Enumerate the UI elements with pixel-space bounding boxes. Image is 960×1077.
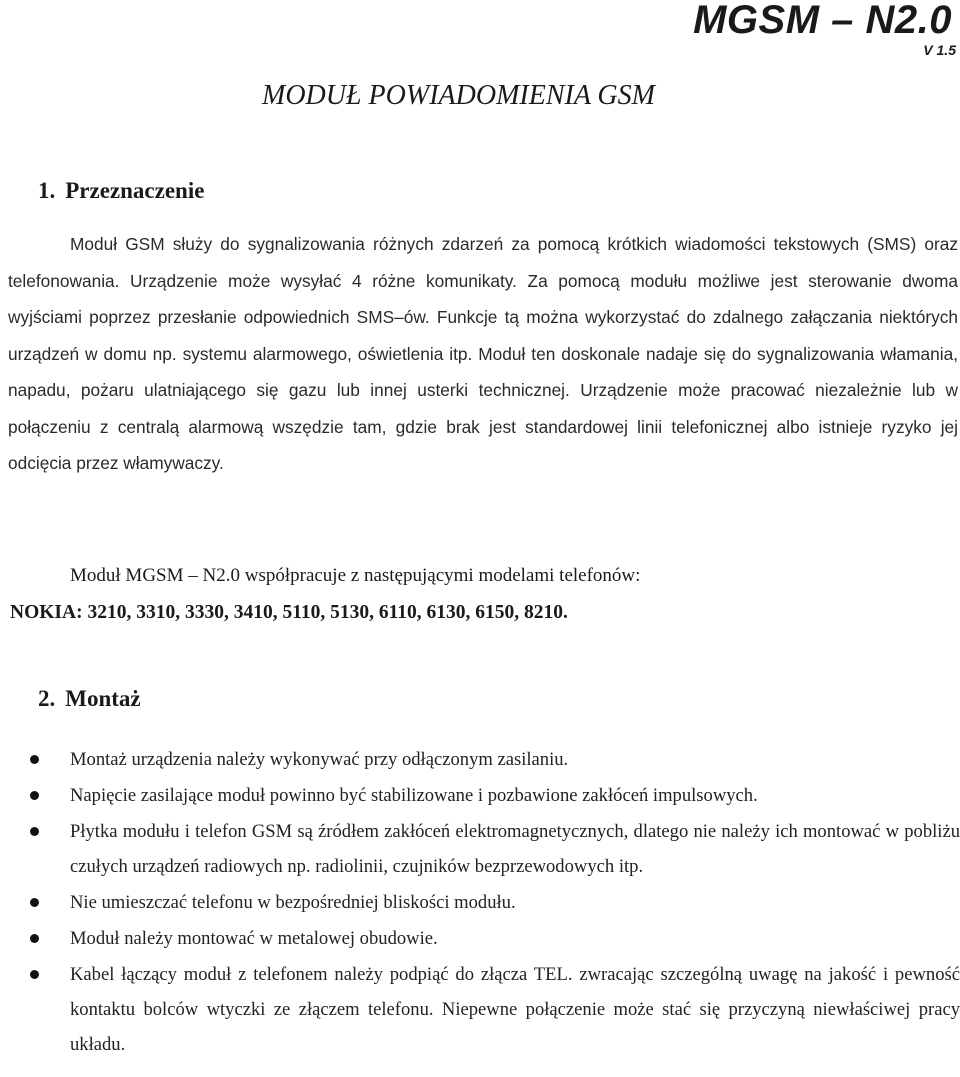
section-title: Montaż [65,686,141,711]
mounting-list [30,742,960,1063]
list-item [30,814,960,884]
list-item [30,957,960,1062]
bullet-icon [30,827,39,836]
bullet-icon [30,898,39,907]
list-item-text: Napięcie zasilające moduł powinno być stabilizowane i pozbawione zakłóceń impulsowych. [70,785,758,806]
section-number: 2. [38,686,56,711]
bullet-icon [30,934,39,943]
bullet-icon [30,970,39,979]
compatibility-intro: Moduł MGSM – N2.0 współpracuje z następującymi modelami telefonów: [70,565,641,586]
list-item [30,778,960,813]
list-item-text: Płytka modułu i telefon GSM są źródłem zakłóceń elektromagnetycznych, dlatego nie należy ich montować w pobliżu czułych urządzeń radiowych np. radiolinii, czujników bezprzewodowych itp. [70,821,960,877]
version-label: V 1.5 [923,42,956,58]
product-code: MGSM – N2.0 [693,0,952,42]
section-title: Przeznaczenie [65,178,205,203]
list-item-text: Montaż urządzenia należy wykonywać przy odłączonym zasilaniu. [70,749,569,770]
list-item-text: Nie umieszczać telefonu w bezpośredniej bliskości modułu. [70,892,516,913]
section-heading-purpose [38,176,204,206]
list-item-text: Moduł należy montować w metalowej obudowie. [70,928,438,949]
bullet-icon [30,791,39,800]
compatible-models: NOKIA: 3210, 3310, 3330, 3410, 5110, 5130, 6110, 6130, 6150, 8210. [10,602,568,623]
document-title: MODUŁ POWIADOMIENIA GSM [262,80,655,111]
list-item [30,921,960,956]
section-heading-mounting [38,684,141,714]
list-item-text: Kabel łączący moduł z telefonem należy podpiąć do złącza TEL. zwracając szczególną uwagę na jakość i pewność kontaktu bolców wtyczki ze złączem telefonu. Niepewne połączenie może stać się przyczyną niewłaściwej pracy układu. [70,964,960,1055]
list-item [30,885,960,920]
section-number: 1. [38,178,56,203]
list-item [30,742,960,777]
bullet-icon [30,755,39,764]
purpose-paragraph: Moduł GSM służy do sygnalizowania różnych zdarzeń za pomocą krótkich wiadomości tekstowych (SMS) oraz telefonowania. Urządzenie może wysyłać 4 różne komunikaty. Za pomocą modułu możliwe jest sterowanie dwoma wyjściami poprzez przesłanie odpowiednich SMS–ów. Funkcje tą można wykorzystać do zdalnego załączania niektórych urządzeń w domu np. systemu alarmowego, oświetlenia itp. Moduł ten doskonale nadaje się do sygnalizowania włamania, napadu, pożaru ulatniającego się gazu lub innej usterki technicznej. Urządzenie może pracować niezależnie lub w połączeniu z centralą alarmową wszędzie tam, gdzie brak jest standardowej linii telefonicznej albo istnieje ryzyko jej odcięcia przez włamywaczy. [8,234,958,473]
